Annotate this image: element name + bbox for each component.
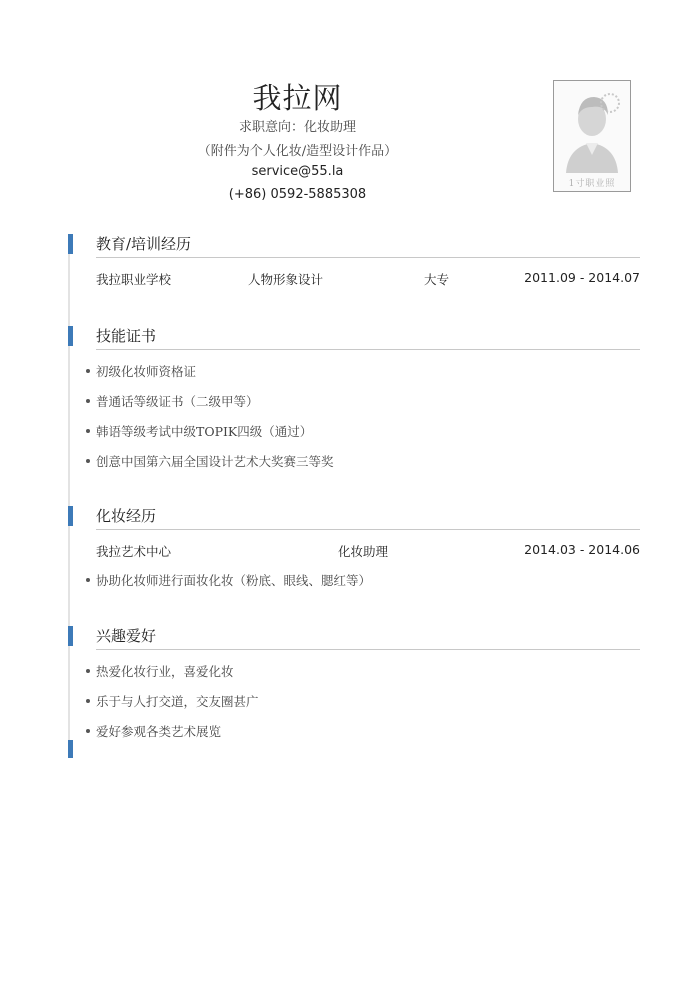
section-divider — [96, 257, 640, 258]
major: 人物形象设计 — [248, 272, 324, 287]
section-title: 技能证书 — [96, 327, 157, 345]
attachment-note: （附件为个人化妆/造型设计作品） — [197, 144, 398, 159]
degree: 大专 — [424, 272, 450, 287]
company-name: 我拉艺术中心 — [96, 544, 172, 559]
timeline-end-marker — [68, 740, 73, 758]
section-title: 兴趣爱好 — [96, 627, 157, 645]
experience-date: 2014.03 - 2014.06 — [524, 542, 640, 557]
contact-phone: (+86) 0592-5885308 — [228, 187, 367, 202]
section-marker — [68, 506, 73, 526]
section-divider — [96, 649, 640, 650]
section-title: 化妆经历 — [96, 507, 157, 525]
candidate-name: 我拉网 — [252, 81, 343, 115]
school-name: 我拉职业学校 — [96, 272, 172, 287]
person-silhouette-icon — [558, 85, 626, 173]
education-date: 2011.09 - 2014.07 — [524, 270, 640, 285]
profile-photo — [553, 80, 631, 192]
position: 化妆助理 — [338, 544, 389, 559]
section-divider — [96, 349, 640, 350]
section-divider — [96, 529, 640, 530]
section-marker — [68, 234, 73, 254]
photo-label: 1寸职业照 — [568, 179, 616, 189]
job-intent: 求职意向：化妆助理 — [238, 120, 356, 135]
contact-email: service@55.la — [251, 164, 344, 179]
section-title: 教育/培训经历 — [96, 235, 192, 253]
section-marker — [68, 626, 73, 646]
section-marker — [68, 326, 73, 346]
timeline-line — [68, 234, 70, 758]
